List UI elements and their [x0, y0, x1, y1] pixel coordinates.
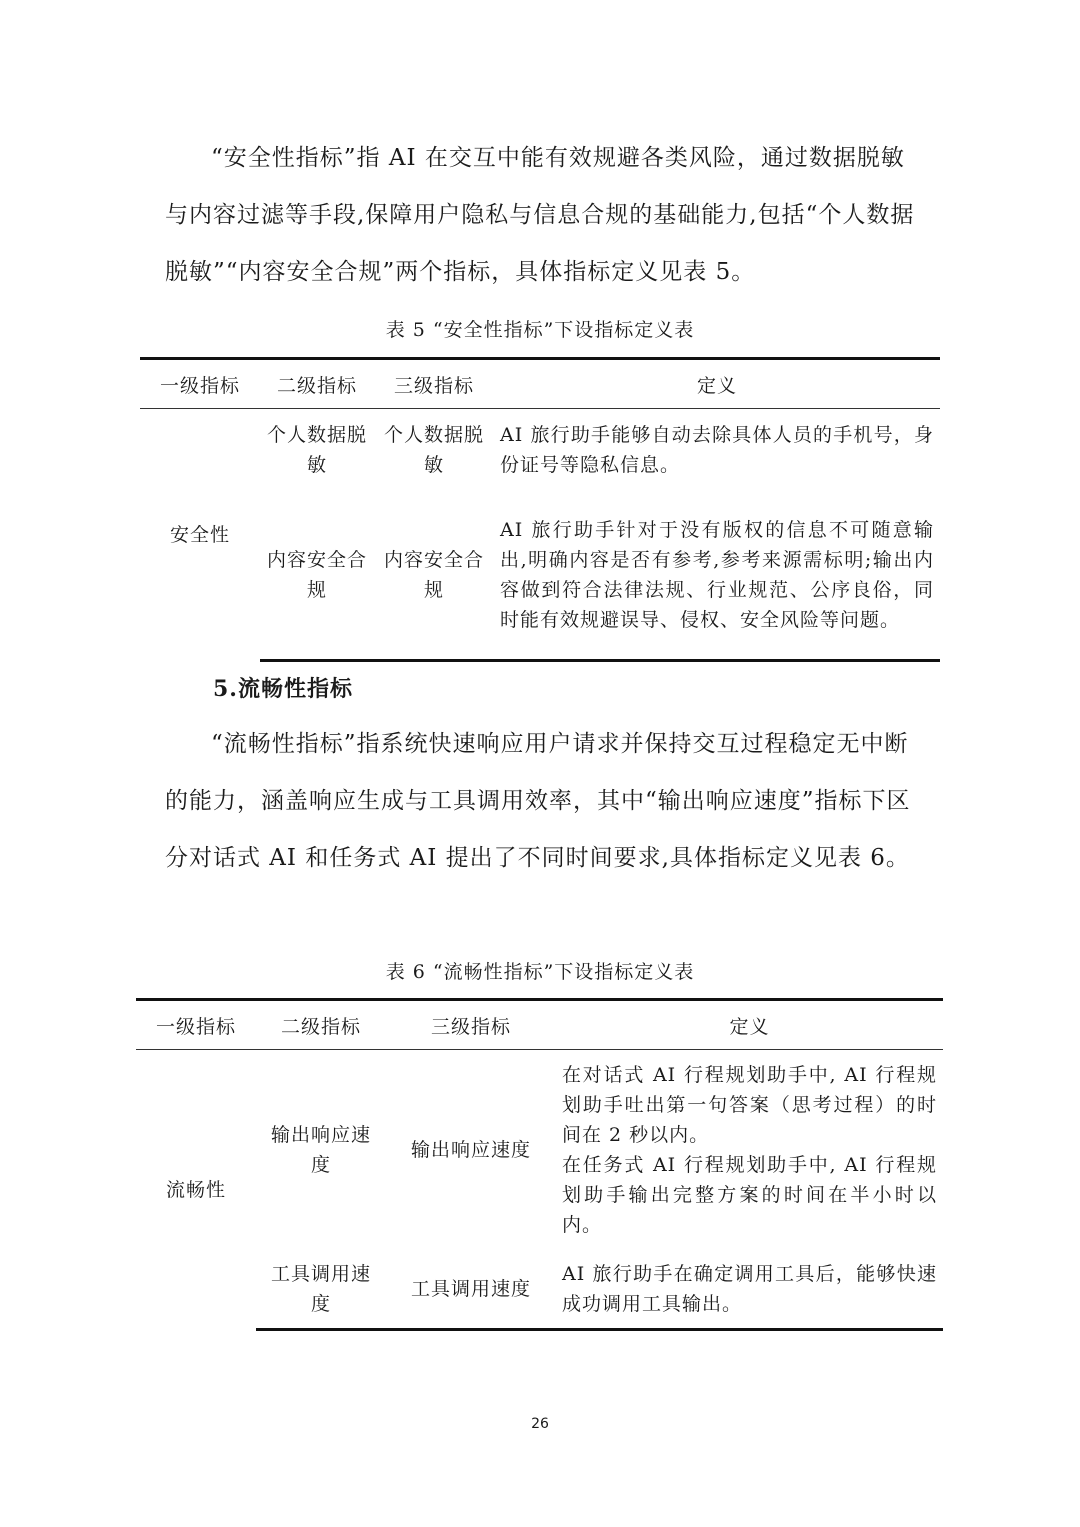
table-header-row	[136, 1000, 943, 1050]
header-definition: 定义	[494, 359, 940, 409]
level3-cell: 个人数据脱敏	[383, 423, 484, 476]
level1-cell: 流畅性	[165, 1178, 226, 1201]
definition-line-task: 在任务式 AI 行程规划助手中, AI 行程规划助手输出完整方案的时间在半小时以内。	[562, 1153, 937, 1236]
definition-cell: AI 旅行助手针对于没有版权的信息不可随意输出,明确内容是否有参考,参考来源需标明;输出内容做到符合法律法规、行业规范、公序良俗，同时能有效规避误导、侵权、安全风险等问题。	[494, 491, 940, 661]
header-level3: 三级指标	[386, 1000, 556, 1050]
table5-caption: 表 5 “安全性指标”下设指标定义表	[385, 319, 695, 341]
level2-cell: 工具调用速度	[256, 1250, 386, 1330]
level2-cell: 输出响应速度	[270, 1123, 371, 1176]
header-definition: 定义	[556, 1000, 943, 1050]
safety-paragraph: “安全性指标”指 AI 在交互中能有效规避各类风险，通过数据脱敏与内容过滤等手段,保障用户隐私与信息合规的基础能力,包括“个人数据脱敏”“内容安全合规”两个指标，具体指标定义见表 5。	[165, 145, 915, 285]
definition-cell: AI 旅行助手能够自动去除具体人员的手机号，身份证号等隐私信息。	[500, 423, 934, 476]
section-heading: 5.流畅性指标	[213, 676, 353, 702]
fluency-paragraph: “流畅性指标”指系统快速响应用户请求并保持交互过程稳定无中断的能力，涵盖响应生成与工具调用效率，其中“输出响应速度”指标下区分对话式 AI 和任务式 AI 提出了不同时间要求,具体指标定义见表 6。	[165, 731, 911, 871]
level2-cell: 内容安全合规	[260, 491, 374, 661]
definition-line-dialog: 在对话式 AI 行程规划助手中, AI 行程规划助手吐出第一句答案（思考过程）的时间在 2 秒以内。	[562, 1063, 937, 1146]
level2-cell: 个人数据脱敏	[266, 423, 367, 476]
header-level3: 三级指标	[374, 359, 494, 409]
definition-cell: AI 旅行助手在确定调用工具后，能够快速成功调用工具输出。	[556, 1250, 943, 1330]
header-level2: 二级指标	[260, 359, 374, 409]
page-number: 26	[531, 1416, 549, 1432]
table-row	[140, 409, 940, 491]
level1-cell: 安全性	[169, 523, 230, 546]
level3-cell: 输出响应速度	[410, 1138, 531, 1161]
header-level1: 一级指标	[140, 359, 260, 409]
table-row	[140, 491, 940, 661]
definition-cell	[556, 1050, 943, 1250]
table-row	[136, 1050, 943, 1250]
table6	[136, 998, 943, 1331]
header-level2: 二级指标	[256, 1000, 386, 1050]
table-header-row	[140, 359, 940, 409]
table5	[140, 357, 940, 662]
level3-cell: 工具调用速度	[386, 1250, 556, 1330]
table6-caption: 表 6 “流畅性指标”下设指标定义表	[385, 961, 695, 983]
level3-cell: 内容安全合规	[374, 491, 494, 661]
table-row	[136, 1250, 943, 1330]
header-level1: 一级指标	[136, 1000, 256, 1050]
